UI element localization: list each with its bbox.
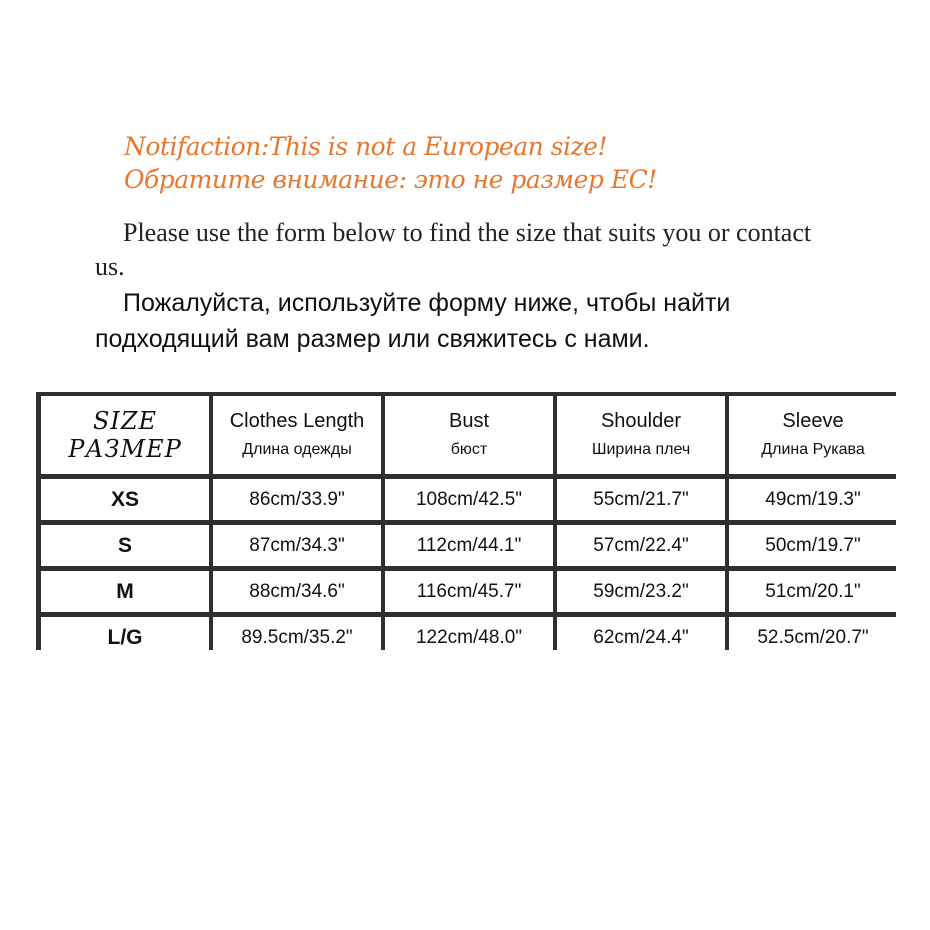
size-label-xs: XS [41,479,209,520]
column-header-ru: Длина Рукава [761,441,865,458]
size-notice [124,130,657,196]
table-cell: 88cm/34.6" [213,571,381,612]
column-header-clothes-length [213,396,381,474]
notice-line-en: Notifaction:This is not a European size! [124,132,608,161]
table-cell: 62cm/24.4" [557,617,725,658]
table-cell: 52.5cm/20.7" [729,617,897,658]
table-cell: 86cm/33.9" [213,479,381,520]
table-cell: 51cm/20.1" [729,571,897,612]
table-cell: 112cm/44.1" [385,525,553,566]
size-label-lg: L/G [41,617,209,658]
size-header-en: SIZE [92,407,158,435]
column-header-en: Shoulder [600,410,682,432]
size-label-s: S [41,525,209,566]
instructions-ru: Пожалуйста, используйте форму ниже, чтобы найти подходящий вам размер или свяжитесь с нами. [95,289,731,353]
table-cell: 50cm/19.7" [729,525,897,566]
size-label-m: M [41,571,209,612]
column-header-ru: бюст [450,441,488,458]
column-header-en: Sleeve [782,410,844,432]
table-cell: 87cm/34.3" [213,525,381,566]
column-header-bust [385,396,553,474]
notice-line-ru: Обратите внимание: это не размер ЕС! [124,165,657,194]
column-header-en: Clothes Length [229,410,365,432]
column-header-en: Bust [448,410,490,432]
table-cell: 116cm/45.7" [385,571,553,612]
column-header-shoulder [557,396,725,474]
table-cell: 55cm/21.7" [557,479,725,520]
table-cell: 122cm/48.0" [385,617,553,658]
column-header-ru: Ширина плеч [591,441,691,458]
table-cell: 57cm/22.4" [557,525,725,566]
table-cell: 89.5cm/35.2" [213,617,381,658]
size-header-cell [41,396,209,474]
size-header-ru: РАЗМЕР [68,435,182,463]
column-header-sleeve [729,396,897,474]
size-chart-table [36,392,896,650]
table-cell: 49cm/19.3" [729,479,897,520]
column-header-ru: Длина одежды [242,441,352,458]
table-cell: 59cm/23.2" [557,571,725,612]
instructions-en: Please use the form below to find the size that suits you or contact us. [95,218,812,281]
table-cell: 108cm/42.5" [385,479,553,520]
